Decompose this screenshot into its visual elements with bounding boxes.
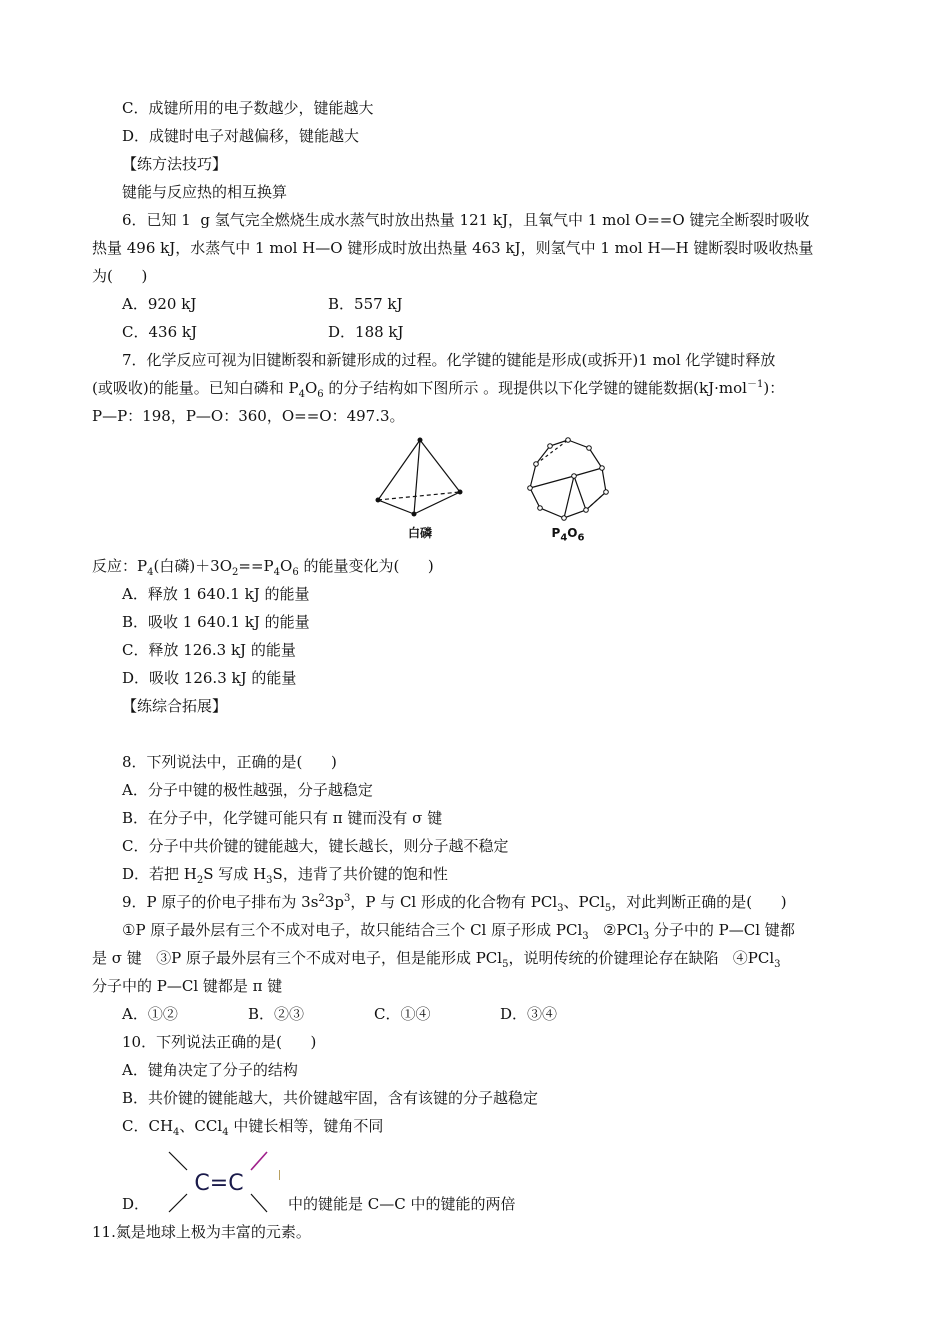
blank-line bbox=[92, 720, 862, 748]
q6-line2: 热量 496 kJ，水蒸气中 1 mol H—O 键形成时放出热量 463 kJ，则氢气中 1 mol H—H 键断裂时吸收热量 bbox=[92, 239, 814, 257]
q10-option-a: A．键角决定了分子的结构 bbox=[122, 1061, 298, 1079]
sub-2: 2 bbox=[196, 875, 204, 886]
sub-3: 3 bbox=[266, 875, 273, 886]
sub-4: 4 bbox=[173, 1127, 180, 1138]
p4o6-diagram bbox=[526, 436, 610, 526]
q8-option-d bbox=[92, 860, 862, 888]
sub-5: 5 bbox=[502, 959, 509, 970]
section-heading-method: 【练方法技巧】 bbox=[122, 155, 228, 173]
q9a-part1: ①P 原子最外层有三个不成对电子，故只能结合三个 Cl 原子形成 PCl bbox=[122, 921, 583, 939]
q9b-part1: 是 σ 键 ③P 原子最外层有三个不成对电子，但是能形成 PCl bbox=[92, 949, 503, 967]
worksheet-page bbox=[92, 94, 862, 1246]
sub-3: 3 bbox=[642, 931, 650, 942]
q11-stem: 11.氮是地球上极为丰富的元素。 bbox=[92, 1223, 311, 1241]
sub-6: 6 bbox=[317, 389, 324, 400]
cc-double-bond-diagram bbox=[167, 1148, 271, 1218]
sup-2: 2 bbox=[318, 893, 325, 904]
q9a-part3: 分子中的 P—Cl 键都 bbox=[649, 921, 795, 939]
molecule-figures bbox=[92, 436, 862, 544]
q6-options-row2 bbox=[92, 318, 862, 346]
q10-option-d bbox=[92, 1142, 862, 1218]
q8-option-b: B．在分子中，化学键可能只有 π 键而没有 σ 键 bbox=[122, 809, 443, 827]
q7-line2-part3: 的分子结构如下图所示 。现提供以下化学键的键能数据(kJ·mol bbox=[323, 379, 747, 397]
q10-option-d-text: 中的键能是 C—C 中的键能的两倍 bbox=[288, 1195, 516, 1213]
q10-option-b: B．共价键的键能越大，共价键越牢固，含有该键的分子越稳定 bbox=[122, 1089, 539, 1107]
section-heading-comprehensive: 【练综合拓展】 bbox=[122, 697, 228, 715]
sup-3: 3 bbox=[343, 893, 351, 904]
q7-option-a: A．释放 1 640.1 kJ 的能量 bbox=[122, 585, 310, 603]
q9-option-d: D．③④ bbox=[500, 1005, 558, 1023]
q6-line1: 6．已知 1 g 氢气完全燃烧生成水蒸气时放出热量 121 kJ，且氧气中 1 mol O==O 键完全断裂时吸收 bbox=[122, 211, 810, 229]
p4o6-figure bbox=[526, 436, 610, 544]
reaction-part2: (白磷)＋3O bbox=[153, 557, 233, 575]
white-phosphorus-figure bbox=[374, 436, 466, 540]
reaction-part1: 反应：P bbox=[92, 557, 148, 575]
q6-options-row1 bbox=[92, 290, 862, 318]
q9-part5: ，对此判断正确的是( ) bbox=[611, 893, 787, 911]
q9-part1: 9．P 原子的价电子排布为 3s bbox=[122, 893, 319, 911]
q9-option-a: A．①② bbox=[122, 1005, 178, 1023]
white-phosphorus-label: 白磷 bbox=[407, 526, 432, 540]
q9a-part2: ②PCl bbox=[588, 921, 643, 939]
sub-6: 6 bbox=[292, 567, 299, 578]
q10c-part3: 中键长相等，键角不同 bbox=[228, 1117, 384, 1135]
sub-4: 4 bbox=[147, 567, 154, 578]
q7-line1: 7．化学反应可视为旧键断裂和新键形成的过程。化学键的键能是形成(或拆开)1 mol 化学键时释放 bbox=[122, 351, 776, 369]
reaction-part4: O bbox=[280, 557, 293, 575]
q9-option-c: C．①④ bbox=[374, 1005, 431, 1023]
p4o6-label bbox=[526, 526, 610, 544]
p4o6-label-p: P bbox=[551, 526, 561, 540]
q9-options bbox=[92, 1000, 862, 1028]
q6-option-c: C．436 kJ bbox=[122, 323, 197, 341]
sub-6: 6 bbox=[577, 532, 585, 544]
sub-3: 3 bbox=[774, 959, 781, 970]
p4o6-label-o: O bbox=[567, 526, 578, 540]
sup-minus1: －1 bbox=[746, 379, 764, 390]
q6-option-d: D．188 kJ bbox=[328, 323, 404, 341]
q10c-part1: C．CH bbox=[122, 1117, 174, 1135]
q8-option-a: A．分子中键的极性越强，分子越稳定 bbox=[122, 781, 373, 799]
cc-double-bond-text: C=C bbox=[194, 1171, 244, 1196]
option-d-q5: D．成键时电子对越偏移，键能越大 bbox=[122, 127, 360, 145]
q8d-part2: S 写成 H bbox=[203, 865, 267, 883]
sub-3: 3 bbox=[582, 931, 589, 942]
q6-line3: 为( ) bbox=[92, 267, 148, 285]
q9-option-b: B．②③ bbox=[248, 1005, 305, 1023]
reaction-part5: 的能量变化为( ) bbox=[298, 557, 434, 575]
sub-4: 4 bbox=[273, 567, 280, 578]
q9-part2: 3p bbox=[324, 893, 344, 911]
tetrahedron-diagram bbox=[374, 436, 466, 526]
q9-part3: ，P 与 Cl 形成的化合物有 PCl bbox=[350, 893, 558, 911]
q10-stem: 10．下列说法正确的是( ) bbox=[122, 1033, 317, 1051]
q7-option-d: D．吸收 126.3 kJ 的能量 bbox=[122, 669, 297, 687]
q6-option-a: A．920 kJ bbox=[122, 295, 197, 313]
q9b-part2: ，说明传统的价键理论存在缺陷 ④PCl bbox=[508, 949, 775, 967]
q7-option-c: C．释放 126.3 kJ 的能量 bbox=[122, 641, 296, 659]
q8-option-c: C．分子中共价键的键能越大，键长越长，则分子越不稳定 bbox=[122, 837, 509, 855]
sub-4: 4 bbox=[222, 1127, 229, 1138]
q9-statements-line1 bbox=[92, 916, 862, 944]
q9-statements-line3: 分子中的 P—Cl 键都是 π 键 bbox=[92, 977, 283, 995]
q10-option-c bbox=[92, 1112, 862, 1140]
reaction-part3: ==P bbox=[238, 557, 274, 575]
q8-stem: 8．下列说法中，正确的是( ) bbox=[122, 753, 337, 771]
q7-line2 bbox=[92, 374, 862, 402]
tiny-mark bbox=[279, 1170, 280, 1180]
sub-4: 4 bbox=[298, 389, 305, 400]
q10-option-d-label: D． bbox=[122, 1195, 150, 1213]
q8d-part1: D．若把 H bbox=[122, 865, 197, 883]
q7-reaction bbox=[92, 552, 862, 580]
sub-3: 3 bbox=[557, 903, 564, 914]
sub-4: 4 bbox=[560, 532, 568, 544]
q7-line2-part1: (或吸收)的能量。已知白磷和 P bbox=[92, 379, 299, 397]
subheading-bond-energy: 键能与反应热的相互换算 bbox=[122, 183, 288, 201]
q9-part4: 、PCl bbox=[563, 893, 605, 911]
q7-line3: P—P：198，P—O：360，O==O：497.3。 bbox=[92, 407, 405, 425]
option-c-q5: C．成键所用的电子数越少，键能越大 bbox=[122, 99, 374, 117]
q7-line2-part2: O bbox=[304, 379, 318, 397]
sub-2: 2 bbox=[232, 567, 239, 578]
q7-option-b: B．吸收 1 640.1 kJ 的能量 bbox=[122, 613, 310, 631]
q8d-part3: S，违背了共价键的饱和性 bbox=[272, 865, 448, 883]
q7-line2-part4: )： bbox=[763, 379, 785, 397]
sub-5: 5 bbox=[604, 903, 612, 914]
q10c-part2: 、CCl bbox=[179, 1117, 223, 1135]
q9-stem bbox=[92, 888, 862, 916]
q6-option-b: B．557 kJ bbox=[328, 295, 403, 313]
q9-statements-line2 bbox=[92, 944, 862, 972]
